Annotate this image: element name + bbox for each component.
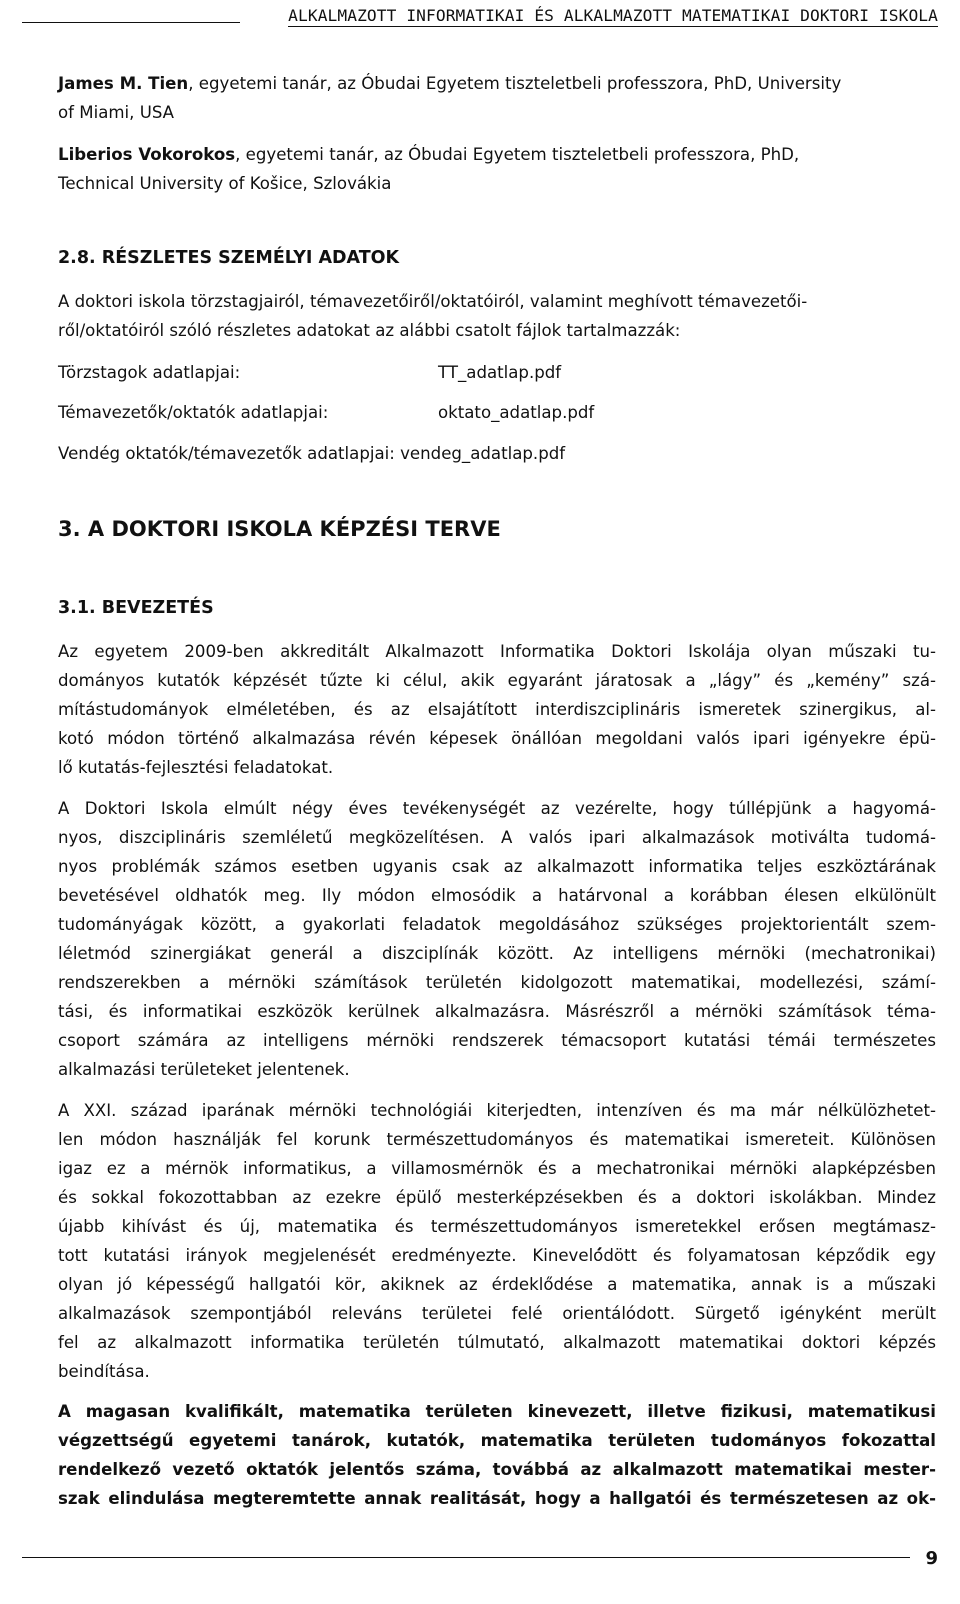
person-vokorokos-line1	[58, 140, 936, 169]
section-3-1-heading: 3.1. BEVEZETÉS	[58, 598, 214, 618]
paragraph-line: bevetésével oldhatók meg. Ily módon elmosódik a határvonal a korábban élesen elkülönült	[58, 886, 936, 905]
footer-rule	[22, 1557, 910, 1558]
paragraph-line: csoport számára az intelligens mérnöki rendszerek témacsoport kutatási témái természetes	[58, 1031, 936, 1050]
paragraph-line: fel az alkalmazott informatika területén túlmutató, alkalmazott matematikai doktori képzés	[58, 1333, 936, 1352]
person-vokorokos-line2: Technical University of Košice, Szlovákia	[58, 174, 392, 193]
paragraph-line: dományos kutatók képzését tűzte ki célul, akik egyaránt járatosak a „lágy” és „kemény” szá-	[58, 671, 936, 690]
paragraph-line: tott kutatási irányok megjelenését eredményezte. Kineveló́dött és folyamatosan képződik egy	[58, 1246, 936, 1265]
paragraph-line: nyos problémák számos esetben ugyanis csak az alkalmazott informatika teljes eszköztárának	[58, 857, 936, 876]
person-details: , egyetemi tanár, az Óbudai Egyetem tiszteletbeli professzora, PhD,	[235, 145, 800, 164]
paragraph-line: alkalmazások szempontjából releváns területei felé orientálódott. Sürgető igényként merült	[58, 1304, 936, 1323]
section-2-8-heading: 2.8. RÉSZLETES SZEMÉLYI ADATOK	[58, 248, 400, 268]
paragraph-line: A XXI. század iparának mérnöki technológiái kiterjedten, intenzíven és ma már nélkülözhetet-	[58, 1101, 936, 1120]
paragraph-3	[58, 1096, 936, 1386]
paragraph-line: rendelkező vezető oktatók jelentős száma, továbbá az alkalmazott matematikai mester-	[58, 1460, 936, 1479]
paragraph-line: A magasan kvalifikált, matematika területen kinevezett, illetve fizikusi, matematikusi	[58, 1402, 936, 1421]
paragraph-line: A Doktori Iskola elmúlt négy éves tevékenységét az vezérelte, hogy túllépjünk a hagyomá-	[58, 799, 936, 818]
paragraph-line: olyan jó képességű hallgatói kör, akiknek az érdeklődése a matematika, annak is a műszaki	[58, 1275, 936, 1294]
paragraph-line: tási, és informatikai eszközök kerülnek alkalmazásra. Másrészről a mérnöki számítások téma-	[58, 1002, 936, 1021]
person-tien-line1	[58, 69, 936, 98]
file-row	[58, 358, 936, 387]
page-header	[22, 2, 938, 28]
person-details: , egyetemi tanár, az Óbudai Egyetem tiszteletbeli professzora, PhD, University	[188, 74, 842, 93]
paragraph-line: végzettségű egyetemi tanárok, kutatók, matematika területen tudományos fokozattal	[58, 1431, 936, 1450]
paragraph-line: len módon használják fel korunk természettudományos és matematikai ismereteit. Különösen	[58, 1130, 936, 1149]
paragraph-1	[58, 637, 936, 782]
paragraph-line: léletmód szinergiákat generál a diszciplínák között. Az intelligens mérnöki (mechatronikai)	[58, 944, 936, 963]
file-row	[58, 398, 936, 427]
person-name: James M. Tien	[58, 74, 189, 93]
file-link[interactable]: oktato_adatlap.pdf	[438, 403, 595, 422]
paragraph-2	[58, 794, 936, 1084]
person-name: Liberios Vokorokos	[58, 145, 236, 164]
paragraph-line: újabb kihívást és új, matematika és természettudományos ismeretekkel erősen megtámasz-	[58, 1217, 936, 1236]
section-2-8-intro-line2: ről/oktatóiról szóló részletes adatokat az alábbi csatolt fájlok tartalmazzák:	[58, 321, 681, 340]
paragraph-line: beindítása.	[58, 1362, 150, 1381]
paragraph-line: nyos, diszciplináris szemléletű megközelítésen. A valós ipari alkalmazások motiválta tudomá-	[58, 828, 936, 847]
paragraph-line: lő kutatás-fejlesztési feladatokat.	[58, 758, 334, 777]
file-label: Törzstagok adatlapjai:	[58, 363, 241, 382]
paragraph-4-bold	[58, 1397, 936, 1513]
file-label: Témavezetők/oktatók adatlapjai:	[58, 403, 329, 422]
paragraph-line: igaz ez a mérnök informatikus, a villamosmérnök és a mechatronikai mérnöki alapképzésben	[58, 1159, 936, 1178]
section-3-heading: 3. A DOKTORI ISKOLA KÉPZÉSI TERVE	[58, 517, 501, 541]
paragraph-line: Az egyetem 2009-ben akkreditált Alkalmazott Informatika Doktori Iskolája olyan műszaki tu-	[58, 642, 936, 661]
paragraph-line: tudományágak között, a gyakorlati feladatok megoldásához szükséges projektorientált szem-	[58, 915, 936, 934]
file-link[interactable]: TT_adatlap.pdf	[438, 363, 562, 382]
page-number: 9	[925, 1548, 938, 1569]
header-rule	[22, 22, 240, 23]
person-tien-line2: of Miami, USA	[58, 103, 175, 122]
header-title: ALKALMAZOTT INFORMATIKAI ÉS ALKALMAZOTT MATEMATIKAI DOKTORI ISKOLA	[288, 6, 938, 25]
paragraph-line: szak elindulása megteremtette annak realitását, hogy a hallgatói és természetesen az ok-	[58, 1489, 936, 1508]
paragraph-line: és sokkal fokozottabban az ezekre épülő mesterképzésekben és a doktori iskolákban. Mindez	[58, 1188, 936, 1207]
paragraph-line: mítástudományok elméletében, és az elsajátított interdiszciplináris ismeretek szinergikus, al-	[58, 700, 936, 719]
paragraph-line: rendszerekben a mérnöki számítások területén kidolgozott matematikai, modellezési, számí-	[58, 973, 936, 992]
section-2-8-intro-line1: A doktori iskola törzstagjairól, témavezetőiről/oktatóiról, valamint meghívott témavezetői-	[58, 292, 808, 311]
paragraph-line: alkalmazási területeket jelentenek.	[58, 1060, 350, 1079]
paragraph-line: kotó módon történő alkalmazása révén képesek önállóan megoldani valós ipari igényekre épü-	[58, 729, 936, 748]
guest-file-line: Vendég oktatók/témavezetők adatlapjai: vendeg_adatlap.pdf	[58, 444, 566, 463]
